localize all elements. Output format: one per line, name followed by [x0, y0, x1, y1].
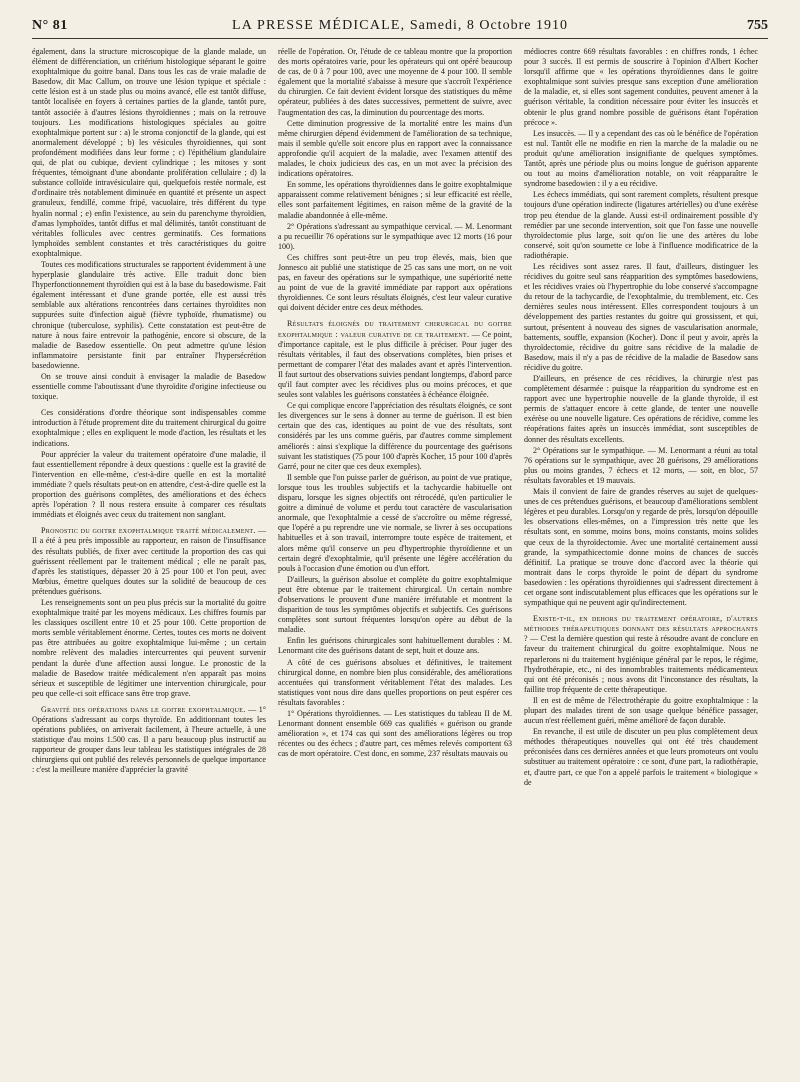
- paragraph: également, dans la structure microscopique de la glande malade, un élément de différenciation, un critérium histologique séparant le goitre exophtalmique du goitre banal. Dans tous les cas de vraie maladie de Basedow, dit Mac Callum, on trouve une lésion typique et spéciale : cette lésion est à un stade plus ou moins avancé, elle est tantôt diffuse, tantôt localisée en foyers à certaines parties de la glande, tantôt pure, tantôt associée à d'autres lésions thyroïdiennes ; mais on la retrouve toujours. Les modifications histologiques spéciales au goitre exophtalmique portent sur : a) le stroma conjonctif de la glande, qui est anormalement développé ; b) les vésicules thyroïdiennes, qui sont profondément modifiées dans leur forme ; c) l'épithélium glandulaire qui, de plat ou cubique, devient cylindrique ; les mitoses y sont fréquentes, témoignant d'une abondante prolifération cellulaire ; d) la substance colloïde intravésiculaire qui, quelquefois restée normale, est d'ordinaire très notablement diminuée en quantité et présente un aspect granuleux, fendillé, comme fripé, vacuolaire, très différent du type hyalin normal ; e) enfin l'existence, au sein du parenchyme thyroïdien, d'amas lymphoïdes, tantôt diffus et mal délimités, tantôt constituant de véritables follicules avec centres germinatifs. Ces formations lymphoïdes semblent constantes et très caractéristiques du goitre exophtalmique.: [32, 47, 266, 258]
- section-heading: Pronostic du goitre exophtalmique traité médicalement.: [41, 526, 256, 536]
- section-heading: Résultats éloignés du traitement chirurgical du goitre exophtalmique : valeur curative de ce traitement.: [278, 319, 512, 339]
- section-text: — Il a été à peu près impossible au rapporteur, en raison de l'insuffisance des résultats publiés, de fixer avec certitude la proportion des cas qui guérissent réellement par le traitement médical ; elle ne paraît pas, d'après les statistiques, dépasser 20 à 25 pour 100 et l'on peut, avec Mœbius, émettre quelques doutes sur la solidité de beaucoup de ces prétendues guérisons.: [32, 526, 266, 596]
- paragraph: En revanche, il est utile de discuter un peu plus complètement deux méthodes thérapeutiques nouvelles qui ont été très chaudement préconisées dans ces dernières années et que leurs promoteurs ont voulu substituer au traitement opératoire : ce sont, d'une part, la radiothérapie, et, d'autre part, ce que l'on a appelé parfois le traitement « biologique » de: [524, 727, 758, 787]
- article-columns: [32, 47, 768, 789]
- paragraph: D'ailleurs, en présence de ces récidives, la chirurgie n'est pas complètement désarmée : puisque la réapparition du syndrome est en rapport avec une hypertrophie nouvelle de la glande thyroïde, il est permis de s'attaquer encore à cette glande, de tenter une nouvelle exérèse ou une nouvelle ligature. Ces opérations de récidive, comme les réopérations faites après un insuccès immédiat, sont susceptibles de donner des résultats excellents.: [524, 374, 758, 444]
- paragraph: 1° Opérations thyroïdiennes. — Les statistiques du tableau II de M. Lenormant donnent ensemble 669 cas qualifiés « guérison ou grande amélioration », et 174 cas qui sont des améliorations légères ou trop récentes ou des échecs ; d'autre part, ces mêmes relevés comportent 63 cas de mort opératoire. C'est donc, en somme, 237 résultats mauvais ou: [278, 709, 512, 759]
- paragraph: 2° Opérations s'adressant au sympathique cervical. — M. Lenormant a pu recueillir 76 opérations sur le sympathique avec 12 morts (16 pour 100).: [278, 221, 512, 251]
- paragraph: A côté de ces guérisons absolues et définitives, le traitement chirurgical donne, en nombre bien plus considérable, des améliorations accentuées qui transforment véritablement l'état des malades. Les statistiques vont nous dire dans quelles proportions on peut espérer ces résultats favorables :: [278, 657, 512, 707]
- masthead: [32, 18, 768, 34]
- issue-date: Samedi, 8 Octobre 1910: [409, 18, 568, 33]
- issue-number: N° 81: [32, 18, 68, 33]
- paragraph: D'ailleurs, la guérison absolue et complète du goitre exophtalmique peut être obtenue par le traitement chirurgical. Un certain nombre d'observations le prouvent d'une manière irréfutable et montrent la disparition de tous les symptômes objectifs et subjectifs. Ces guérisons complètes sont surtout fréquentes lorsqu'on opère au début de la maladie.: [278, 574, 512, 635]
- section-text: — 1° Opérations s'adressant au corps thyroïde. En additionnant toutes les opérations publiées, on arriverait facilement, à l'heure actuelle, à une statistique d'au moins 1.500 cas. Il a paru beaucoup plus instructif au rapporteur de grouper dans leur tableau les statistiques intégrales de 28 chirurgiens qui ont publié des relevés personnels de quelque importance : c'est la meilleure manière d'apprécier la gravité: [32, 704, 266, 775]
- section-paragraph: [278, 319, 512, 400]
- paragraph: Pour apprécier la valeur du traitement opératoire d'une maladie, il faut essentiellement répondre à deux questions : quelle est la gravité de l'intervention en elle-même, c'est-à-dire quelle en est la mortalité immédiate ? quels résultats peut-on en attendre, c'est-à-dire quelle est la proportion des guérisons complètes, des améliorations et des échecs après l'opération ? Il nous restera ensuite à comparer ces résultats immédiats et éloignés avec ceux du traitement non sanglant.: [32, 449, 266, 520]
- section-heading: Gravité des opérations dans le goitre exophtalmique.: [41, 704, 246, 714]
- section-paragraph: [32, 526, 266, 597]
- journal-title: LA PRESSE MÉDICALE,: [232, 18, 406, 33]
- paragraph: Ces considérations d'ordre théorique sont indispensables comme introduction à l'étude proprement dite du traitement chirurgical du goitre exophtalmique ; elles en expliquent le mode d'action, les résultats et les indications.: [32, 408, 266, 448]
- section-text: — Ce point, d'importance capitale, est le plus difficile à préciser. Pour juger des résultats véritables, il faut des observations complètes, bien prises et permettant de comparer l'état des malades avant et après l'intervention. Il faut surtout des observations suivies pendant longtemps, d'abord parce qu'il faut compter avec les récidives plus ou moins précoces, et que seules sont valables les guérisons constatées à échéance éloignée.: [278, 329, 512, 400]
- paragraph: Les récidives sont assez rares. Il faut, d'ailleurs, distinguer les récidives du goitre seul sans réapparition des symptômes basedowiens, et les récidives vraies où l'hypertrophie du lobe conservé s'accompagne du retour de la tachycardie, de l'exophtalmie, du tremblement, etc. Ces dernières seules nous intéressent. Elles correspondent toujours à un développement des parties restantes du goitre qui grossissent, et qui, surtout, présentent à nouveau des signes de vascularisation anormale, battements, souffle, expansion (Kocher). Donc il peut y avoir, après la thyroïdectomie, récidive du goitre sans récidive de la maladie de Basedow, mais il n'y a pas de récidive de la maladie de Basedow sans récidive du goitre.: [524, 261, 758, 372]
- paragraph: réelle de l'opération. Or, l'étude de ce tableau montre que la proportion des morts opératoires varie, pour les opérateurs qui ont opéré beaucoup de cas, de 0 à 7 pour 100, avec une moyenne de 4 pour 100. Il semble également que la mortalité s'abaisse à mesure que s'accroît l'expérience du chirurgien. Ce fait devient évident lorsque des statistiques du même opérateur, publiées à des dates successives, permettent de suivre, avec l'augmentation des cas, la diminution du pourcentage des morts.: [278, 47, 512, 117]
- paragraph: Enfin les guérisons chirurgicales sont habituellement durables : M. Lenormant cite des guérisons datant de sept, huit et douze ans.: [278, 636, 512, 656]
- paragraph: Ce qui complique encore l'appréciation des résultats éloignés, ce sont les divergences sur le sens à donner au terme de guérison. Il est bien certain que des cas, identiques au point de vue des résultats, sont considérés par les uns comme guéris, par d'autres comme simplement améliorés : ainsi s'explique la différence du pourcentage des guérisons suivant les statistiques (75 pour 100 d'après Kocher, 15 pour 100 d'après Garré, pour ne citer que ces deux exemples).: [278, 401, 512, 471]
- paragraph: On se trouve ainsi conduit à envisager la maladie de Basedow essentielle comme l'aboutissant d'une thyroïdite d'origine infectieuse ou toxique.: [32, 372, 266, 402]
- section-paragraph: [524, 614, 758, 695]
- paragraph: Ces chiffres sont peut-être un peu trop élevés, mais, bien que Jonnesco ait publié une statistique de 25 cas sans une mort, on ne voit pas, en faveur des opérations sur le sympathique, une supériorité nette au point de vue de la gravité immédiate par rapport aux opérations thyroïdiennes. Ce sont leurs résultats éloignés, c'est leur valeur curative qui doivent décider entre ces deux méthodes.: [278, 252, 512, 313]
- paragraph: Il en est de même de l'électrothérapie du goitre exophtalmique : la plupart des malades tirent de son usage quelque bénéfice passager, aucun n'est réellement guéri, même amélioré de façon durable.: [524, 695, 758, 726]
- section-paragraph: [32, 705, 266, 776]
- paragraph: médiocres contre 669 résultats favorables : en chiffres ronds, 1 échec pour 3 succès. Il est permis de souscrire à l'opinion d'Albert Kocher lorsqu'il affirme que « les opérations thyroïdiennes dans le goitre exophtalmique sont suivies presque sans exception d'une amélioration de la maladie, et, si elles sont sagement conduites, peuvent amener à la guérison véritable, la condition nécessaire pour éviter les insuccès et obtenir le plus grand nombre possible de guérisons étant l'opération précoce ».: [524, 47, 758, 127]
- column-2: [278, 47, 512, 789]
- column-3: [524, 47, 758, 789]
- page-header: [32, 16, 768, 39]
- paragraph: Mais il convient de faire de grandes réserves au sujet de quelques-unes de ces prétendues guérisons, et beaucoup d'améliorations semblent légères et peu durables. Lorsqu'on y regarde de près, lorsqu'on dépouille les observations elles-mêmes, on a l'impression très nette que les résultats sont, en somme, moins bons, moins constants, moins solides que ceux de la thyroïdectomie. Avec une mortalité certainement aussi grande, la sympathicectomie donne moins de chances de succès définitif. La pratique se trouve donc d'accord avec la théorie qui montrait dans le corps thyroïde le point de départ du syndrome basedowien : les opérations thyroïdiennes qui s'adressent directement à cet organe sont indiscutablement plus efficaces que les opérations sur le sympathique qui ne peuvent agir qu'indirectement.: [524, 487, 758, 608]
- page-number: 755: [747, 18, 768, 33]
- paragraph: Les insuccès. — Il y a cependant des cas où le bénéfice de l'opération est nul. Tantôt elle ne modifie en rien la marche de la maladie ou ne produit qu'une amélioration insignifiante de quelques symptômes. Tantôt, après une période plus ou moins longue de guérison apparente ou tout au moins d'amélioration notable, on voit réapparaître le syndrome basedowien : il y a eu récidive.: [524, 128, 758, 189]
- column-1: [32, 47, 266, 789]
- paragraph: En somme, les opérations thyroïdiennes dans le goitre exophtalmique apparaissent comme relativement bénignes ; si leur efficacité est réelle, elles sont parfaitement légitimes, en raison même de la gravité de la maladie abandonnée à elle-même.: [278, 180, 512, 220]
- paragraph: Cette diminution progressive de la mortalité entre les mains d'un même chirurgien dépend évidemment de l'amélioration de sa technique, mais il semble qu'elle soit encore plus en rapport avec la connaissance approfondie qu'il acquiert de la maladie, avec l'examen attentif des malades, le choix judicieux des cas, en un mot avec la précision des indications opératoires.: [278, 118, 512, 179]
- paragraph: 2° Opérations sur le sympathique. — M. Lenormant a réuni au total 76 opérations sur le sympathique, avec 28 guérisons, 29 améliorations plus ou moins grandes, 7 échecs et 12 morts, — soit, en bloc, 57 résultats favorables et 19 mauvais.: [524, 445, 758, 485]
- paragraph: Les échecs immédiats, qui sont rarement complets, résultent presque toujours d'une opération indirecte (ligatures artérielles) ou d'une exérèse trop peu étendue de la glande. Aussi est-il ordinairement possible d'y remédier par une seconde intervention, soit que l'on fasse une nouvelle thyroïdectomie plus large, soit qu'on lie une des artères du lobe conservé, soit qu'on soumette ce lobe à l'influence modificatrice de la radiothérapie.: [524, 190, 758, 260]
- paragraph: Toutes ces modifications structurales se rapportent évidemment à une hyperplasie glandulaire très active. Elle traduit donc bien l'hyperfonctionnement thyroïdien qui est à la base du basedowisme. Fait également intéressant et d'une grande portée, elle est aussi très semblable aux altérations rencontrées dans certaines thyroïdites non suppurées suite d'infection aiguë (fièvre typhoïde, rhumatisme) ou chronique (tuberculose, syphilis). Cette constatation est peut-être de nature à nous faire entrevoir la pathogénie, encore si obscure, de la maladie de Basedow essentielle. On peut admettre qu'une lésion inflammatoire persistante finit par entraîner l'hypersécrétion basedowienne.: [32, 259, 266, 370]
- section-text: — C'est la dernière question qui reste à résoudre avant de conclure en faveur du traitement chirurgical du goitre exophtalmique. Nous ne reparlerons ni du traitement hygiénique général par le repos, le régime, l'hydrothérapie, etc., ni des innombrables traitements médicamenteux qui ont été préconisés ; nous avons dit l'inconstance des résultats, la faillite trop fréquente de cette thérapeutique.: [524, 634, 758, 694]
- section-heading: Existe-t-il, en dehors du traitement opératoire, d'autres méthodes thérapeutiques donnant des résultats approchants ?: [524, 614, 758, 644]
- paragraph: Les renseignements sont un peu plus précis sur la mortalité du goitre exophtalmique traité par les moyens médicaux. Les chiffres fournis par les classiques oscillent entre 10 et 25 pour 100. Cette proportion de morts semble véritablement énorme. Certes, toutes ces morts ne doivent pas être attribuées au goitre exophtalmique lui-même ; un certain nombre relèvent des maladies intercurrentes qui peuvent survenir pendant la durée d'une affection aussi longue. Le pronostic de la maladie de Basedow traitée médicalement n'en apparaît pas moins sérieux et susceptible de légitimer une intervention chirurgicale, pour peu que celle-ci soit efficace sans être trop grave.: [32, 597, 266, 698]
- paragraph: Il semble que l'on puisse parler de guérison, au point de vue pratique, lorsque tous les troubles subjectifs et la tachycardie habituelle ont disparu, lorsque les signes objectifs ont rétrocédé, qu'en particulier le goitre a diminué de volume et perdu tout caractère de vascularisation anormale, que l'exophtalmie a cessé de s'accroître ou même régressé, que l'opéré a pu reprendre une vie normale, se livrer à ses occupations habituelles et à son travail, interrompre toute espèce de traitement, et alors même qu'il conserve un peu d'hypertrophie thyroïdienne et un certain degré d'exophtalmie, qu'il présente une légère accélération du pouls à l'occasion d'une émotion ou d'un effort.: [278, 472, 512, 573]
